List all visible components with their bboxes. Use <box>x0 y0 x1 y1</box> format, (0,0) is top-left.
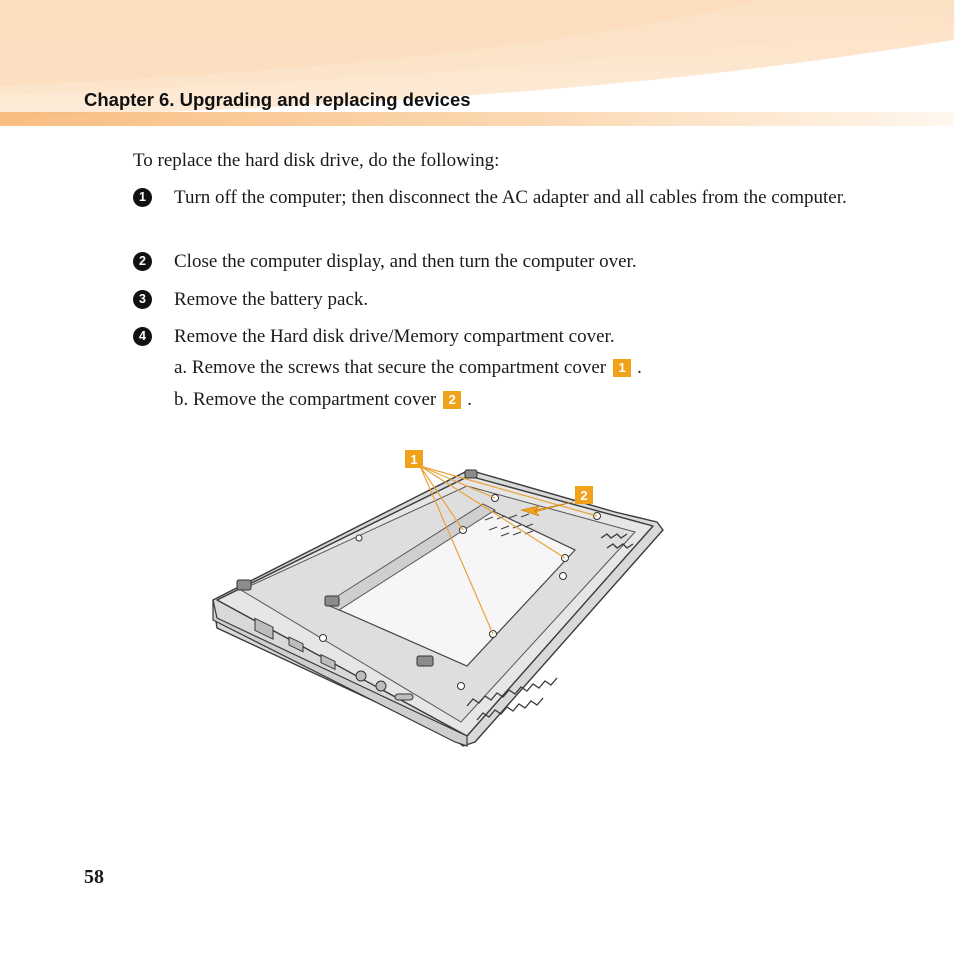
substep-text: b. Remove the compartment cover <box>174 389 437 410</box>
step-text: Remove the battery pack. <box>174 289 369 310</box>
intro-text: To replace the hard disk drive, do the following: <box>133 150 500 171</box>
step-number-badge: 1 <box>133 188 152 207</box>
chapter-title: Chapter 6. Upgrading and replacing devices <box>84 89 471 110</box>
page-number: 58 <box>84 866 104 888</box>
step-number-badge: 3 <box>133 290 152 309</box>
substep-a <box>174 357 642 379</box>
substep-end: . <box>637 357 642 378</box>
step-number-badge: 2 <box>133 252 152 271</box>
step-number-badge: 4 <box>133 327 152 346</box>
figure-callout-1: 1 <box>410 452 418 467</box>
step-text: Close the computer display, and then turn the computer over. <box>174 251 637 272</box>
step-text: Remove the Hard disk drive/Memory compartment cover. <box>174 326 615 347</box>
step-text: Turn off the computer; then disconnect the AC adapter and all cables from the computer. <box>174 187 847 208</box>
figure-callout-2: 2 <box>580 488 588 503</box>
substep-end: . <box>467 389 472 410</box>
callout-badge: 2 <box>443 391 461 409</box>
callout-badge: 1 <box>613 359 631 377</box>
substep-text: a. Remove the screws that secure the compartment cover <box>174 357 607 378</box>
substep-b <box>174 389 472 411</box>
laptop-underside-illustration <box>205 440 675 760</box>
